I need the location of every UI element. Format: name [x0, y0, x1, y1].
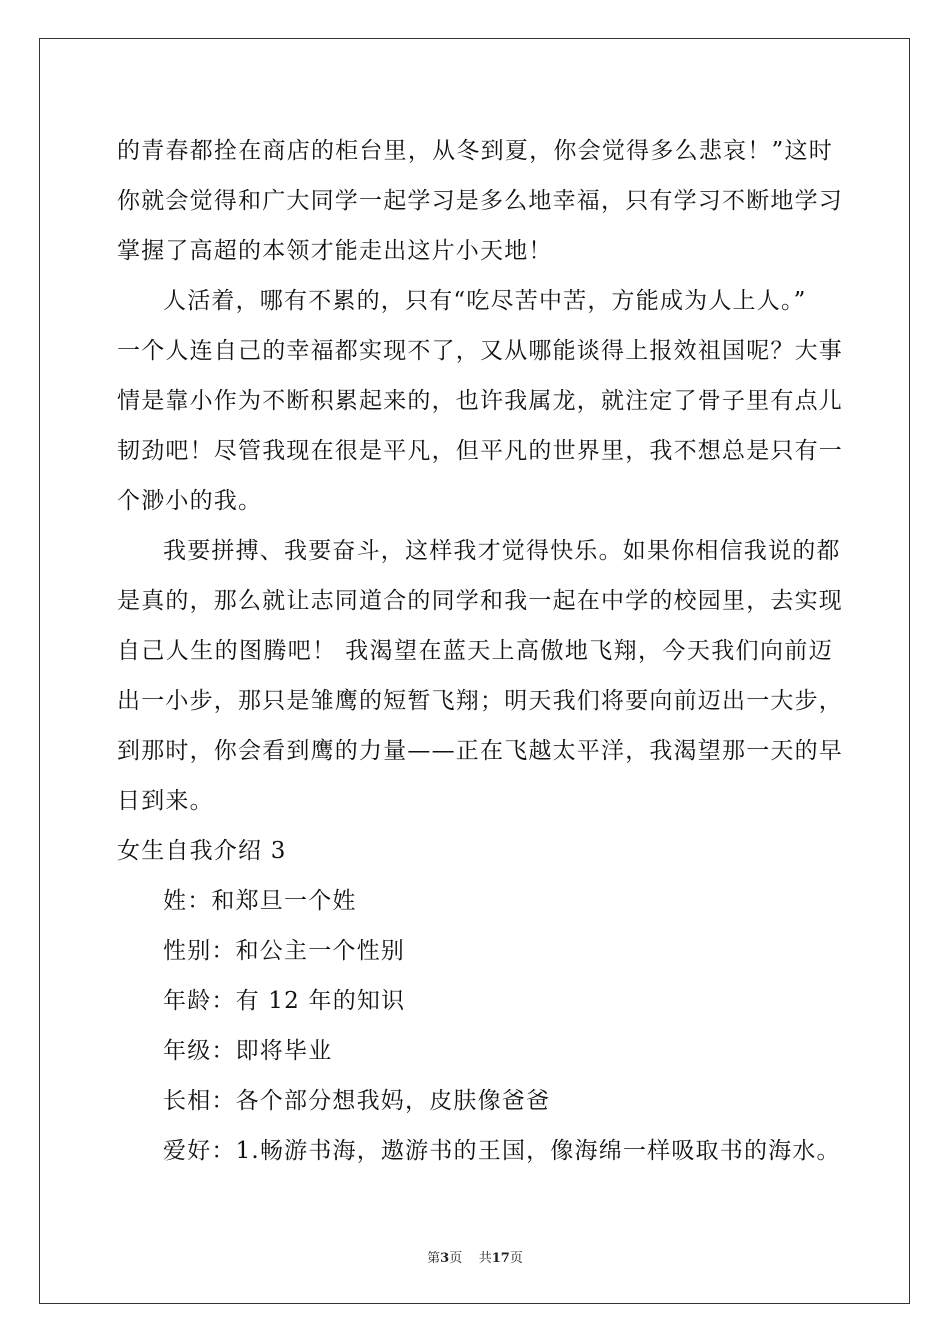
paragraph-line: 你就会觉得和广大同学一起学习是多么地幸福，只有学习不断地学习: [117, 188, 843, 214]
paragraph-line: 韧劲吧！尽管我现在很是平凡，但平凡的世界里，我不想总是只有一: [117, 438, 843, 464]
paragraph-line: 自己人生的图腾吧！ 我渴望在蓝天上高傲地飞翔，今天我们向前迈: [117, 638, 833, 664]
section-title: 女生自我介绍 3: [117, 838, 287, 864]
page-total: 17: [491, 1251, 510, 1266]
paragraph-3: [117, 526, 843, 826]
profile-age: 年龄：有 12 年的知识: [163, 988, 406, 1014]
profile-grade: 年级：即将毕业: [163, 1038, 333, 1064]
paragraph-line: 人活着，哪有不累的，只有“吃尽苦中苦，方能成为人上人。”: [163, 288, 807, 314]
paragraph-line: 的青春都拴在商店的柜台里，从冬到夏，你会觉得多么悲哀！”这时: [117, 138, 833, 164]
profile-surname: 姓：和郑旦一个姓: [163, 888, 357, 914]
paragraph-line: 到那时，你会看到鹰的力量——正在飞越太平洋，我渴望那一天的早: [117, 738, 843, 764]
page-suffix: 页: [449, 1251, 463, 1266]
paragraph-line: 个渺小的我。: [117, 488, 263, 514]
paragraph-line: 日到来。: [117, 788, 214, 814]
document-body: [117, 126, 843, 1176]
total-prefix: 共: [478, 1251, 492, 1266]
profile-list: [117, 876, 841, 1176]
paragraph-line: 情是靠小作为不断积累起来的，也许我属龙，就注定了骨子里有点儿: [117, 388, 843, 414]
page-footer: [0, 1247, 950, 1266]
paragraph-1: [117, 126, 843, 276]
paragraph-line: 我要拼搏、我要奋斗，这样我才觉得快乐。如果你相信我说的都: [163, 538, 841, 564]
paragraph-2: [117, 276, 843, 526]
paragraph-line: 是真的，那么就让志同道合的同学和我一起在中学的校园里，去实现: [117, 588, 843, 614]
paragraph-line: 出一小步，那只是雏鹰的短暂飞翔；明天我们将要向前迈出一大步，: [117, 688, 843, 714]
profile-looks: 长相：各个部分想我妈，皮肤像爸爸: [163, 1088, 551, 1114]
total-suffix: 页: [509, 1251, 523, 1266]
paragraph-line: 一个人连自己的幸福都实现不了，又从哪能谈得上报效祖国呢？大事: [117, 338, 843, 364]
page-prefix: 第: [427, 1251, 441, 1266]
paragraph-line: 掌握了高超的本领才能走出这片小天地！: [117, 238, 553, 264]
page-current: 3: [440, 1251, 450, 1266]
profile-gender: 性别：和公主一个性别: [163, 938, 405, 964]
profile-hobby: 爱好：1.畅游书海，遨游书的王国，像海绵一样吸取书的海水。: [163, 1138, 841, 1164]
